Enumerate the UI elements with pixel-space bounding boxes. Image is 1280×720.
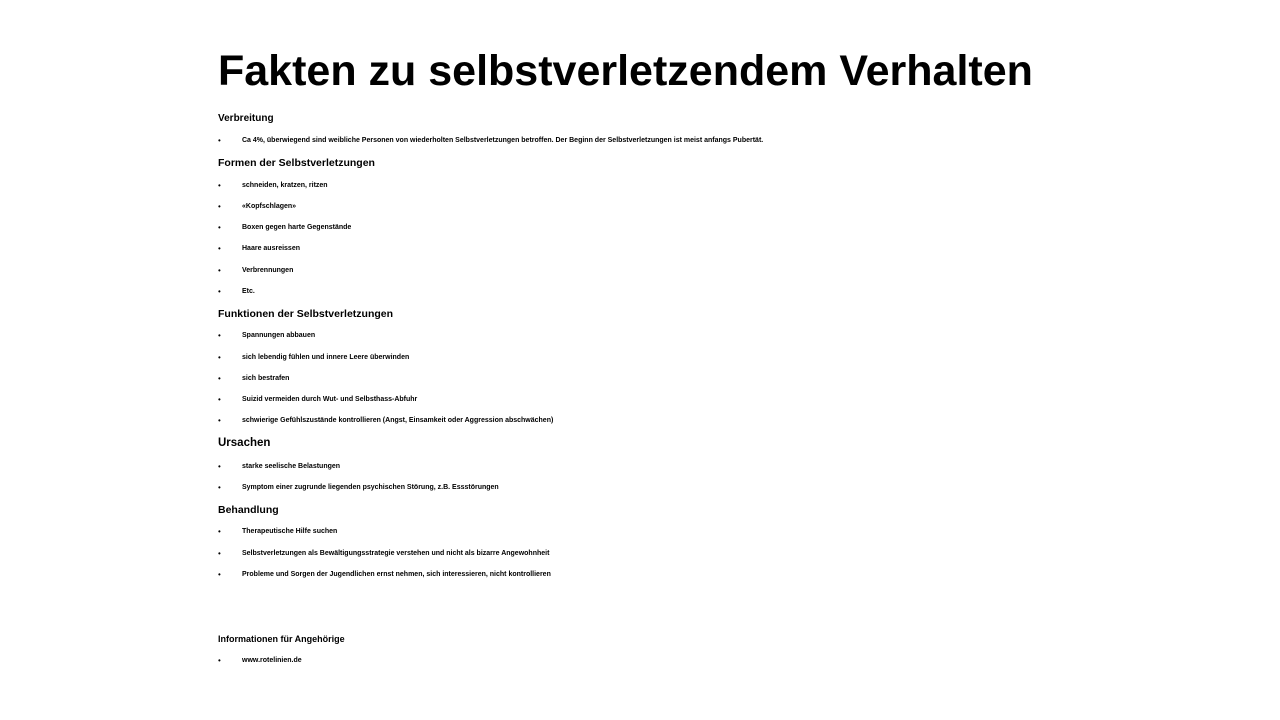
- list-item-text: starke seelische Belastungen: [242, 463, 341, 470]
- bullet-icon: •: [218, 287, 221, 296]
- section-heading-informationen: Informationen für Angehörige: [218, 634, 345, 644]
- list-item-text: Symptom einer zugrunde liegenden psychischen Störung, z.B. Essstörungen: [242, 484, 499, 491]
- list-item-text: Verbrennungen: [242, 267, 294, 274]
- bullet-icon: •: [218, 527, 221, 536]
- bullet-icon: •: [218, 374, 221, 383]
- bullet-icon: •: [218, 462, 221, 471]
- section-heading-ursachen: Ursachen: [218, 437, 271, 449]
- bullet-icon: •: [218, 656, 221, 665]
- list-item-text: Ca 4%, überwiegend sind weibliche Personen von wiederholten Selbstverletzungen betroffen. Der Beginn der Selbstverletzungen ist meist anfangs Pubertät.: [242, 137, 764, 144]
- list-item-text: Selbstverletzungen als Bewältigungsstrategie verstehen und nicht als bizarre Angewohnheit: [242, 550, 550, 557]
- list-item-text: «Kopfschlagen»: [242, 203, 297, 210]
- bullet-icon: •: [218, 331, 221, 340]
- bullet-icon: •: [218, 244, 221, 253]
- list-item-text: Haare ausreissen: [242, 245, 300, 252]
- list-item-text: Suizid vermeiden durch Wut- und Selbsthass-Abfuhr: [242, 396, 418, 403]
- section-heading-verbreitung: Verbreitung: [218, 113, 274, 124]
- bullet-icon: •: [218, 136, 221, 145]
- section-heading-formen: Formen der Selbstverletzungen: [218, 157, 375, 169]
- list-item-text: schneiden, kratzen, ritzen: [242, 182, 328, 189]
- section-heading-behandlung: Behandlung: [218, 504, 279, 516]
- list-item-text: Boxen gegen harte Gegenstände: [242, 224, 352, 231]
- list-item-text: Etc.: [242, 288, 255, 295]
- slide-content: [218, 0, 1218, 720]
- list-item-text: sich lebendig fühlen und innere Leere überwinden: [242, 354, 410, 361]
- bullet-icon: •: [218, 570, 221, 579]
- list-item-text: schwierige Gefühlszustände kontrollieren (Angst, Einsamkeit oder Aggression abschwächen): [242, 417, 554, 424]
- bullet-icon: •: [218, 483, 221, 492]
- list-item-text: Spannungen abbauen: [242, 332, 316, 339]
- section-heading-funktionen: Funktionen der Selbstverletzungen: [218, 308, 394, 320]
- bullet-icon: •: [218, 181, 221, 190]
- bullet-icon: •: [218, 416, 221, 425]
- list-item-text: Therapeutische Hilfe suchen: [242, 528, 338, 535]
- slide-title: Fakten zu selbstverletzendem Verhalten: [218, 47, 1033, 95]
- bullet-icon: •: [218, 395, 221, 404]
- website-link[interactable]: www.rotelinien.de: [242, 657, 302, 664]
- list-item-text: sich bestrafen: [242, 375, 290, 382]
- bullet-icon: •: [218, 353, 221, 362]
- list-item-text: Probleme und Sorgen der Jugendlichen ernst nehmen, sich interessieren, nicht kontrollieren: [242, 571, 551, 578]
- bullet-icon: •: [218, 266, 221, 275]
- bullet-icon: •: [218, 202, 221, 211]
- bullet-icon: •: [218, 223, 221, 232]
- bullet-icon: •: [218, 549, 221, 558]
